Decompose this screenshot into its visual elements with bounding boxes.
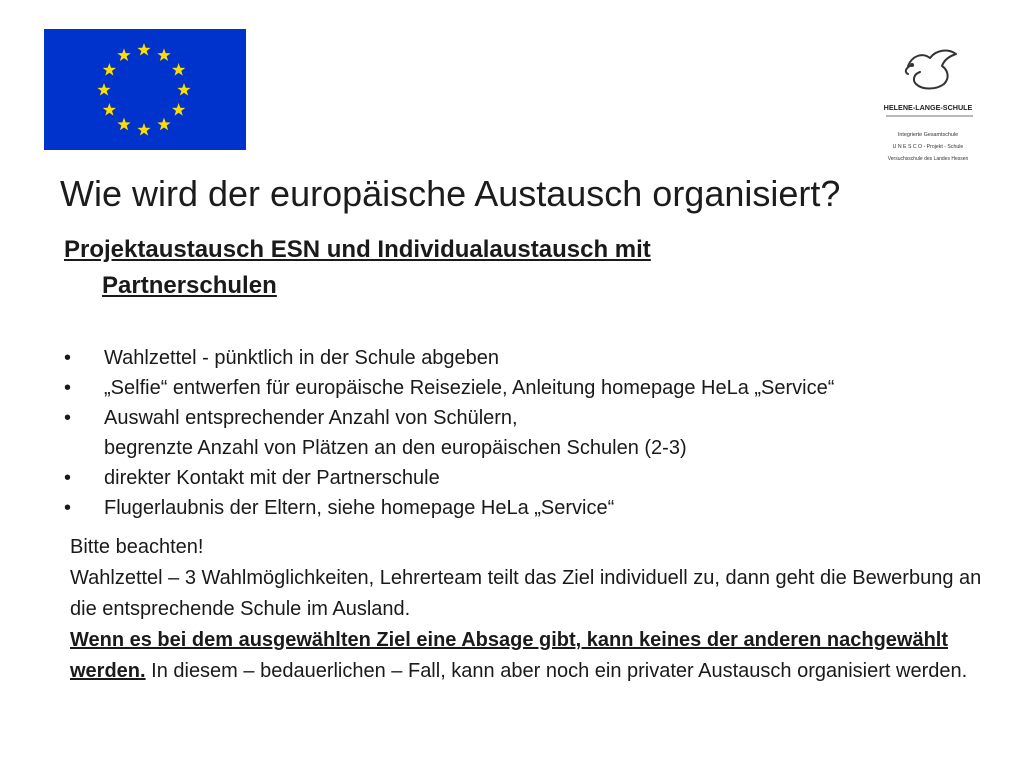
notice-warning-paragraph bbox=[70, 625, 990, 687]
notice-tail: In diesem – bedauerlichen – Fall, kann aber noch ein privater Austausch organisiert werden. bbox=[145, 660, 968, 682]
list-item-continuation: begrenzte Anzahl von Plätzen an den europäischen Schulen (2-3) bbox=[104, 437, 687, 459]
steps-list bbox=[64, 343, 1004, 523]
section-heading-line-1: Projektaustausch ESN und Individualaustausch mit bbox=[64, 236, 651, 263]
list-item bbox=[64, 373, 1004, 403]
logo-school-name: HELENE-LANGE-SCHULE bbox=[883, 103, 973, 112]
notice-warning: Wenn es bei dem ausgewählten Ziel eine Absage gibt, kann keines der anderen nachgewählt werden. bbox=[70, 629, 949, 682]
school-logo bbox=[878, 38, 978, 168]
slide-title: Wie wird der europäische Austausch organisiert? bbox=[60, 173, 841, 214]
eu-flag-image bbox=[44, 29, 246, 150]
list-item-text: Auswahl entsprechender Anzahl von Schülern, bbox=[104, 407, 518, 429]
list-item bbox=[64, 463, 1004, 493]
section-heading-line-2: Partnerschulen bbox=[102, 272, 277, 299]
list-item-text: Wahlzettel - pünktlich in der Schule abgeben bbox=[104, 347, 500, 369]
list-item-text: Flugerlaubnis der Eltern, siehe homepage HeLa „Service“ bbox=[104, 497, 615, 519]
list-item-text: „Selfie“ entwerfen für europäische Reiseziele, Anleitung homepage HeLa „Service“ bbox=[104, 377, 835, 399]
dove-icon bbox=[906, 51, 956, 89]
list-item bbox=[64, 343, 1004, 373]
notice-block bbox=[70, 532, 990, 687]
logo-line-1: Integrierte Gesamtschule bbox=[897, 132, 959, 138]
list-item-text: direkter Kontakt mit der Partnerschule bbox=[104, 467, 440, 489]
logo-line-3: Versuchsschule des Landes Hessen bbox=[887, 156, 969, 162]
notice-body: Wahlzettel – 3 Wahlmöglichkeiten, Lehrerteam teilt das Ziel individuell zu, dann geht die Bewerbung an die entsprechende Schule im Ausland. bbox=[70, 567, 982, 620]
section-heading bbox=[64, 232, 964, 304]
list-item bbox=[64, 493, 1004, 523]
logo-line-2: U N E S C O - Projekt - Schule bbox=[892, 144, 964, 150]
list-item bbox=[64, 403, 1004, 463]
notice-heading: Bitte beachten! bbox=[70, 536, 204, 558]
